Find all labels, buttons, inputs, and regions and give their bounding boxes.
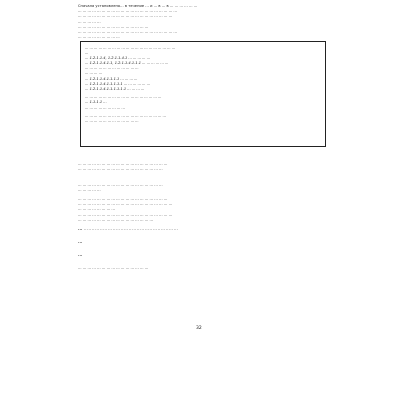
text-line: ... ... ... ... ... ... ... ... ... ... ... ... ... ... ... ... ... ... ... ... bbox=[85, 46, 176, 50]
section-label: ... bbox=[78, 239, 83, 244]
text-line: ... 1.1.1.1 ... bbox=[85, 100, 107, 105]
body-paragraph bbox=[78, 183, 330, 193]
intro-paragraph bbox=[78, 4, 330, 40]
text-line: ... ... ... ... ... bbox=[78, 188, 101, 193]
text-line: ... 1.2.1.1.4, 1.2.1.1.4.1 ... ... ... ... ... bbox=[85, 56, 151, 61]
note-block bbox=[85, 114, 321, 124]
text-line: ... ... ... ... ... ... ... ... ... ... ... ... ... ... ... ... ... ... bbox=[78, 183, 163, 187]
text-line: ... ... ... ... ... ... ... ... ... ... ... ... ... ... ... ... ... ... ... ... ... bbox=[78, 30, 177, 35]
text-line: ... ... ... ... ... bbox=[78, 19, 101, 24]
text-line: ... ... ... ... ... ... ... ... ... bbox=[85, 105, 125, 110]
page-number: 32 bbox=[196, 326, 202, 331]
text-line: ... ... ... ... ... ... ... ... ... ... ... ... ... ... ... ... ... ... ... ... bbox=[78, 202, 173, 207]
body-paragraph bbox=[78, 266, 330, 271]
bordered-note-box bbox=[80, 41, 326, 147]
fill-in-line bbox=[78, 226, 178, 231]
text-line: ... ... ... ... ... ... ... ... ... ... ... ... bbox=[85, 119, 139, 124]
text-line: ... ... ... ... ... ... ... ... ... ... ... ... bbox=[85, 66, 139, 71]
text-line: ... ... ... ... ... ... ... ... ... ... ... ... ... ... ... ... ... ... ... ... ... bbox=[78, 9, 177, 14]
text-line: ... 1.2.1.1.4.1.1.1.1.1 ... ... ... ... ... ... bbox=[85, 81, 151, 86]
note-block bbox=[85, 46, 321, 92]
text-line: ... 1.2.1.1.4.1.1.1.1.1.1 ... ... ... ... bbox=[85, 86, 145, 91]
text-line: ... ... ... ... ... ... ... ... ... ... ... ... ... ... ... ... bbox=[78, 217, 154, 222]
text-line: ... ... ... ... ... ... ... ... ... ... ... ... ... ... ... ... ... ... ... ... bbox=[78, 212, 173, 217]
text-line: ... ... ... ... bbox=[85, 71, 103, 76]
text-line: Сначала установлено... в течение ... и ... в ... в ... ... ... ... ... ... bbox=[78, 4, 198, 8]
text-line: ... ... ... ... ... ... ... ... ... ... ... ... ... ... ... ... ... ... ... ... bbox=[78, 14, 173, 19]
text-line: ... ... ... ... ... ... ... ... bbox=[78, 207, 115, 212]
text-line: ... bbox=[85, 51, 89, 56]
text-line: ... 1.2.1.1.4.1.1.1.1 ... ... ... ... bbox=[85, 76, 138, 81]
text-line: ... ... ... ... ... ... ... ... ... ... ... ... ... ... ... ... ... ... bbox=[78, 167, 163, 172]
fill-dots: ........................................................... bbox=[83, 226, 179, 231]
section-label: ... bbox=[78, 252, 83, 257]
note-block bbox=[85, 95, 321, 110]
body-paragraph bbox=[78, 162, 330, 172]
text-line: ... ... ... ... ... ... ... ... ... ... ... ... ... ... ... bbox=[78, 24, 149, 29]
text-line: ... ... ... ... ... ... ... ... ... bbox=[78, 35, 120, 40]
fill-label: ... bbox=[78, 226, 83, 231]
text-line: ... ... ... ... ... ... ... ... ... ... ... ... ... ... ... ... ... ... bbox=[85, 114, 167, 119]
text-line: ... ... ... ... ... ... ... ... ... ... ... ... ... ... ... ... ... ... ... bbox=[78, 162, 168, 166]
text-line: ... ... ... ... ... ... ... ... ... ... ... ... ... ... ... ... ... bbox=[85, 95, 162, 100]
body-paragraph bbox=[78, 197, 330, 223]
text-line: ... 1.2.1.1.4.1.1, 1.2.1.1.4.1.1.1 ... ... ... ... ... ... bbox=[85, 61, 169, 66]
text-line: ... ... ... ... ... ... ... ... ... ... ... ... ... ... ... bbox=[78, 266, 149, 270]
text-line: ... ... ... ... ... ... ... ... ... ... ... ... ... ... ... ... ... ... ... bbox=[78, 197, 168, 201]
